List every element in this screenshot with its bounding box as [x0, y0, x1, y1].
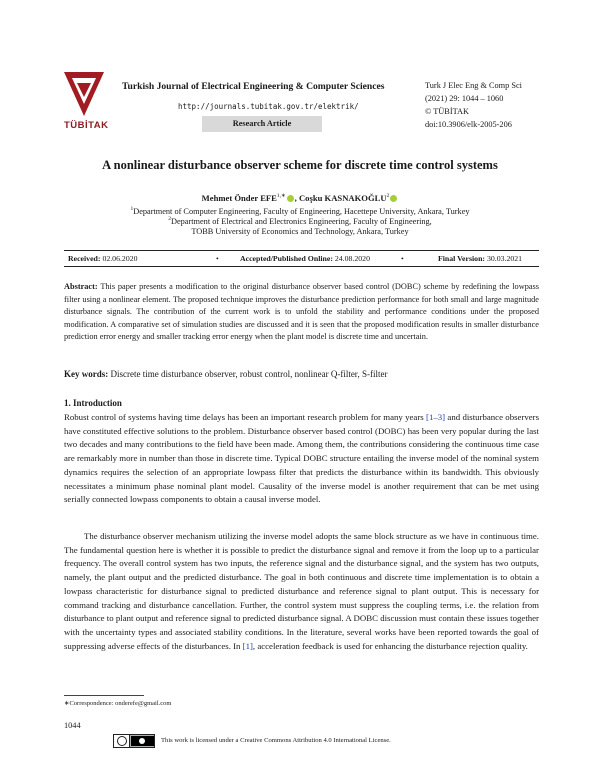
received-date: Received: 02.06.2020	[68, 254, 138, 263]
abstract-label: Abstract:	[64, 282, 98, 291]
keywords	[64, 369, 539, 379]
keywords-label: Key words:	[64, 369, 109, 379]
publisher-wordmark: TÜBİTAK	[64, 120, 109, 131]
orcid-icon[interactable]	[287, 195, 294, 202]
author-2-affiliation-mark: 2	[386, 193, 390, 200]
page-number: 1044	[64, 721, 81, 730]
author-line	[0, 193, 600, 203]
journal-url-link[interactable]: http://journals.tubitak.gov.tr/elektrik/	[178, 102, 359, 111]
body-paragraph-1: Robust control of systems having time delays has been an important research problem for many years [1–3] and disturbance observers have constituted effective solutions to the problem. Disturbance observer based control (DOBC) has been very popular during the last two decades and many contributions to the field have been made. Among them, the contributions considering the continuous time case are remarkably more in number than those in discrete time. Typical DOBC structure entailing the inverse model of the nominal system dynamics requires the selection of an appropriate lowpass filter that predicts the disturbance within its bandwidth. This obviously necessitates a minimum phase nominal plant model. Causality of the inverse model is another requirement that can be met using serially connected lowpass components to obtain a causal inverse model.	[64, 412, 540, 505]
citation-link[interactable]: [1–3]	[426, 412, 446, 422]
affiliation-1-mark: 1	[130, 206, 134, 212]
paper-title: A nonlinear disturbance observer scheme for discrete time control systems	[102, 158, 498, 172]
affiliation-1	[0, 206, 600, 216]
article-type-badge: Research Article	[202, 116, 322, 132]
keywords-text: Discrete time disturbance observer, robust control, nonlinear Q-filter, S-filter	[110, 369, 388, 379]
author-1-affiliation-mark: 1,∗	[276, 193, 286, 200]
section-heading: 1. Introduction	[64, 398, 122, 408]
citation-meta	[425, 79, 522, 131]
meta-doi[interactable]: doi:10.3906/elk-2005-206	[425, 120, 512, 129]
affiliation-2	[0, 216, 600, 226]
dates-bar	[64, 250, 539, 267]
final-version-date: Final Version: 30.03.2021	[438, 254, 523, 263]
bullet-separator: •	[401, 254, 404, 263]
bullet-separator: •	[216, 254, 219, 263]
correspondence-footnote: ∗Correspondence: onderefe@gmail.com	[64, 700, 172, 707]
author-2-name: Coşku KASNAKOĞLU	[298, 193, 387, 203]
affiliation-2-text: Department of Electrical and Electronics Engineering, Faculty of Engineering,	[170, 216, 432, 226]
tubitak-logo-icon	[62, 70, 106, 126]
meta-volume-pages: (2021) 29: 1044 – 1060	[425, 94, 504, 103]
affiliation-2-mark: 2	[168, 216, 171, 222]
meta-journal-abbrev: Turk J Elec Eng & Comp Sci	[425, 81, 522, 90]
meta-copyright: © TÜBİTAK	[425, 107, 469, 116]
license-text: This work is licensed under a Creative Commons Attribution 4.0 International License.	[161, 737, 391, 744]
author-separator: ,	[294, 193, 297, 203]
abstract-text: This paper presents a modification to the original disturbance observer based control (DOBC) scheme by redefining the lowpass filter using a nonlinear element. The proposed technique improves the disturbance prediction performance for both small and large magnitude disturbance signals. The contribution of the current work is to unfold the stability and performance conditions under the proposed modification. A comparative set of simulation studies are discussed and it is seen that the proposed modification results in smaller disturbance prediction error energy and smaller tracking error energy when the plant model is discrete time and uncertain.	[64, 282, 539, 342]
cc-by-license-icon[interactable]	[113, 734, 155, 748]
citation-link[interactable]: [1]	[242, 640, 253, 651]
journal-title: Turkish Journal of Electrical Engineering & Computer Sciences	[122, 81, 385, 92]
affiliation-2-continued: TOBB University of Economics and Technology, Ankara, Turkey	[191, 227, 409, 236]
author-1-name: Mehmet Önder EFE	[201, 193, 277, 203]
orcid-icon[interactable]	[390, 195, 397, 202]
accepted-date: Accepted/Published Online: 24.08.2020	[240, 254, 370, 263]
abstract	[64, 281, 539, 344]
affiliation-1-text: Department of Computer Engineering, Faculty of Engineering, Hacettepe University, Ankara, Turkey	[133, 206, 470, 216]
body-paragraph-2: The disturbance observer mechanism utilizing the inverse model adopts the same block structure as we have in continuous time. The fundamental question here is whether it is possible to predict the disturbance signal and remove it from the loop up to a particular frequency. The overall control system has two inputs, the reference signal and the disturbance signal, and the system has two outputs, namely, the plant output and the predicted disturbance. The goal in both continuous and discrete time implementation is to obtain a lowpass characteristic for disturbance signal to predicted disturbance and reference signal to plant output. This is necessary for command tracking and disturbance cancellation. Further, the control system must suppress the coupling terms, i.e. the relation from disturbance to plant output and reference signal to predicted disturbance signal. A DOBC discussion must contain these issues together with the uncertainty types and associated stability conditions. In the literature, several works have been reported towards the goal of suppressing adverse effects of the disturbances. In [1], acceleration feedback is used for enhancing the disturbance rejection quality.	[64, 531, 539, 651]
footnote-rule	[64, 695, 144, 696]
